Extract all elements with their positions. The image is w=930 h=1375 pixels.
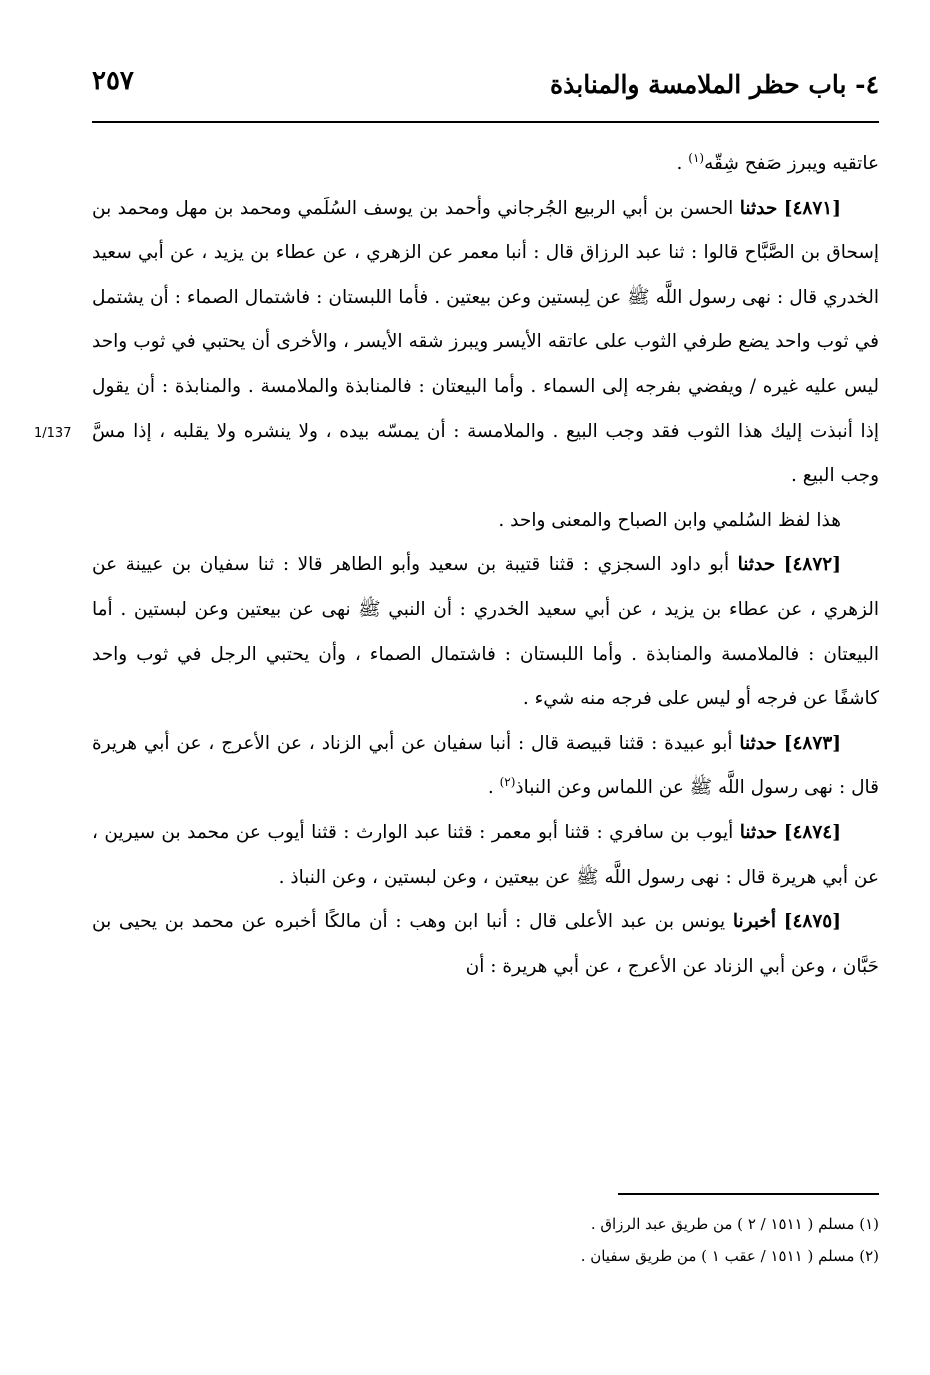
paragraph-text: عاتقيه ويبرز صَفح شِقّه — [704, 153, 879, 174]
page-number: ٢٥٧ — [92, 66, 134, 96]
hadith-lead-word: أخبرنا — [732, 911, 776, 933]
hadith-number: [٤٨٧٥] — [783, 911, 841, 933]
footnote-2: (٢) مسلم ( ١٥١١ / عقب ١ ) من طريق سفيان . — [580, 1247, 879, 1265]
chapter-title: ٤- باب حظر الملامسة والمنابذة — [550, 70, 879, 99]
footnote-marker: (٢) — [499, 775, 516, 790]
footnotes — [92, 1208, 879, 1272]
hadith-number: [٤٨٧٢] — [783, 554, 842, 576]
hadith-lead-word: حدثنا — [739, 197, 778, 219]
header-rule — [92, 121, 879, 123]
paragraph-continuation — [92, 142, 879, 187]
hadith-text: أبو داود السجزي : قثنا قتيبة بن سعيد وأبو الطاهر قالا : ثنا سفيان بن عيينة عن الزهري ، عن عطاء بن يزيد ، عن أبي سعيد الخدري : أن النبي ﷺ نهى عن بيعتين وعن لبستين . أما البيعتان : فالملامسة والمنابذة . وأما اللبستان : فاشتمال الصماء ، وأن يحتبي الرجل في ثوب واحد كاشفًا عن فرجه أو ليس على فرجه منه شيء . — [92, 554, 879, 710]
hadith-text: الحسن بن أبي الربيع الجُرجاني وأحمد بن يوسف السُلَمي ومحمد بن مهل ومحمد بن إسحاق بن الصَّبَّاح قالوا : ثنا عبد الرزاق قال : أنبا معمر عن الزهري ، عن عطاء بن يزيد ، عن أبي سعيد الخدري قال : نهى رسول اللَّه ﷺ عن لِبستين وعن بيعتين . فأما اللبستان : فاشتمال الصماء : أن يشتمل في ثوب واحد يضع طرفي الثوب على عاتقه الأيسر ويبرز شقه الأيسر ، والأخرى أن يحتبي في ثوب واحد ليس عليه غيره / ويفضي بفرجه إلى السماء . وأما البيعتان : فالمنابذة والملامسة . والمنابذة : أن يقول إذا أنبذت إليك هذا الثوب فقد وجب البيع . والملامسة : أن يمسّه بيده ، ولا ينشره ولا يقلبه ، إذا مسَّ وجب البيع . — [92, 197, 879, 487]
hadith-number: [٤٨٧٤] — [783, 821, 841, 843]
page-header — [92, 62, 879, 112]
footnote-1: (١) مسلم ( ١٥١١ / ٢ ) من طريق عبد الرزاق . — [590, 1215, 879, 1233]
margin-reference: 1/137 — [34, 426, 72, 441]
hadith-paragraph-4871 — [92, 187, 879, 499]
footnote-marker: (١) — [688, 150, 705, 165]
footnote-rule — [618, 1193, 879, 1195]
hadith-text: أيوب بن سافري : قثنا أبو معمر : قثنا عبد الوارث : قثنا أيوب عن محمد بن سيرين ، عن أبي هريرة قال : نهى رسول اللَّه ﷺ عن بيعتين ، وعن لبستين ، وعن النباذ . — [92, 821, 879, 888]
hadith-text-end: . — [487, 777, 500, 799]
hadith-paragraph-4872 — [92, 543, 879, 721]
comment-text: هذا لفظ السُلمي وابن الصباح والمعنى واحد . — [498, 509, 841, 531]
hadith-number: [٤٨٧٣] — [783, 732, 841, 754]
comment-paragraph — [92, 499, 879, 544]
hadith-number: [٤٨٧١] — [783, 197, 841, 219]
main-text — [92, 142, 879, 989]
paragraph-text-end: . — [676, 153, 689, 174]
hadith-text: يونس بن عبد الأعلى قال : أنبا ابن وهب : أن مالكًا أخبره عن محمد بن يحيى بن حَبَّان ، وعن أبي الزناد عن الأعرج ، عن أبي هريرة : أن — [92, 911, 879, 977]
hadith-paragraph-4874 — [92, 811, 879, 900]
hadith-lead-word: حدثنا — [737, 554, 776, 576]
hadith-lead-word: حدثنا — [739, 821, 778, 843]
hadith-text: أبو عبيدة : قثنا قبيصة قال : أنبا سفيان عن أبي الزناد ، عن الأعرج ، عن أبي هريرة قال : نهى رسول اللَّه ﷺ عن اللماس وعن النباذ — [92, 732, 879, 799]
hadith-paragraph-4873 — [92, 722, 879, 811]
hadith-lead-word: حدثنا — [739, 732, 777, 754]
hadith-paragraph-4875 — [92, 900, 879, 989]
